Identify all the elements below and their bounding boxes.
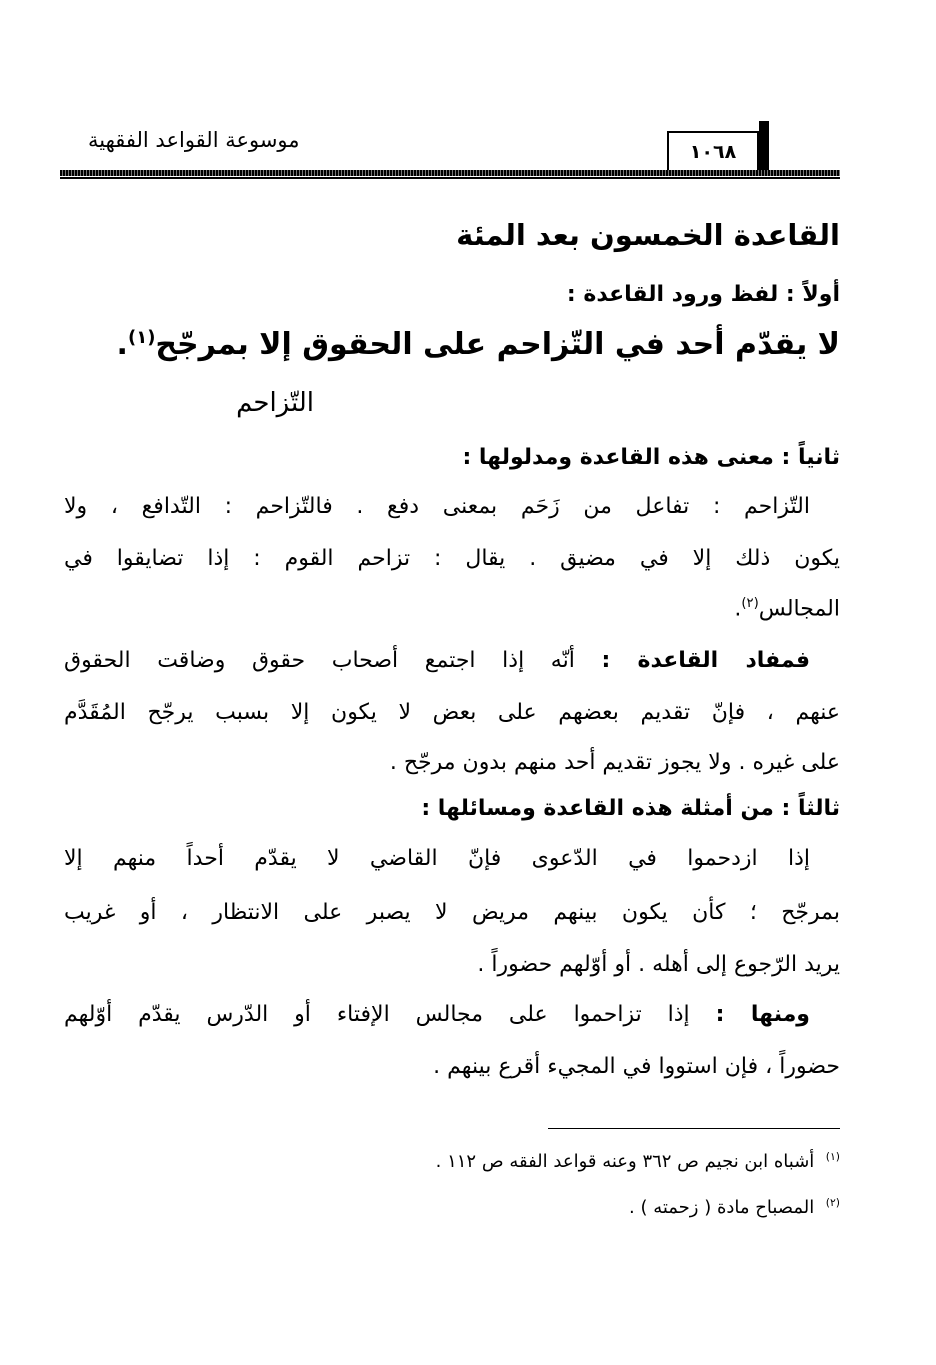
section3-p1-line1: إذا ازدحموا في الدّعوى فإنّ القاضي لا يقدّم أحداً منهم إلا — [64, 846, 810, 871]
footnote-2 — [629, 1196, 840, 1218]
rule-text-end: . — [116, 327, 128, 362]
section2-p2-line2: عنهم ، فإنّ تقديم بعضهم على بعض لا يكون إلا بسبب يرجّح المُقَدَّم — [64, 700, 840, 725]
footnote-ref-1[interactable]: (١) — [127, 327, 156, 348]
footnote-1-text: أشباه ابن نجيم ص ٣٦٢ وعنه قواعد الفقه ص ١١٢ . — [435, 1151, 815, 1172]
section2-p1-line3-text: المجالس — [758, 596, 840, 622]
section3-p2-line2: حضوراً ، فإن استووا في المجيء أقرع بينهم . — [433, 1054, 840, 1079]
footnote-2-mark: (٢) — [825, 1196, 840, 1209]
section3-p2-line1-text: إذا تزاحموا على مجالس الإفتاء أو الدّرس يقدّم أوّلهم — [64, 1002, 716, 1027]
section2-p2-line1 — [64, 648, 840, 673]
section2-heading: ثانياً : معنى هذه القاعدة ومدلولها : — [462, 445, 840, 470]
footnote-2-text: المصباح مادة ( زحمته ) . — [629, 1197, 815, 1218]
page-number-box-shadow — [759, 121, 769, 171]
section2-p2-lead: فمفاد القاعدة : — [601, 648, 811, 673]
section3-p2-lead: ومنها : — [715, 1002, 810, 1027]
term-heading: التّزاحم — [236, 388, 314, 418]
section2-p1-line3 — [64, 596, 840, 621]
footnote-1 — [436, 1150, 840, 1172]
page-number: ١٠٦٨ — [667, 131, 759, 171]
header-rule-pattern — [60, 170, 840, 176]
rule-title: القاعدة الخمسون بعد المئة — [456, 218, 840, 252]
footnote-1-mark: (١) — [825, 1150, 840, 1163]
section3-p1-line3: يريد الرّجوع إلى أهله . أو أوّلهم حضوراً . — [477, 952, 840, 977]
header-rule-thin — [60, 177, 840, 179]
section2-p1-end: . — [734, 596, 742, 622]
running-head-title: موسوعة القواعد الفقهية — [88, 128, 300, 152]
section1-heading: أولاً : لفظ ورود القاعدة : — [566, 282, 840, 307]
section3-heading: ثالثاً : من أمثلة هذه القاعدة ومسائلها : — [421, 796, 840, 821]
section2-p2-line1-text: أنّه إذا اجتمع أصحاب حقوق وضاقت الحقوق — [64, 648, 602, 673]
rule-text-line — [117, 327, 840, 362]
footnote-ref-2[interactable]: (٢) — [741, 596, 759, 611]
section3-p1-line2: بمرجّح ؛ كأن يكون بينهم مريض لا يصبر على الانتظار ، أو غريب — [64, 900, 840, 925]
section2-p1-line1: التّزاحم : تفاعل من زَحَم بمعنى دفع . فالتّزاحم : التّدافع ، ولا — [64, 494, 810, 519]
section2-p2-line3: على غيره . ولا يجوز تقديم أحد منهم بدون مرجّح . — [389, 750, 840, 775]
section3-p2-line1 — [64, 1002, 840, 1027]
section2-p1-line2: يكون ذلك إلا في مضيق . يقال : تزاحم القوم : إذا تضايقوا في — [64, 546, 840, 571]
rule-text: لا يقدّم أحد في التّزاحم على الحقوق إلا بمرجّح — [155, 327, 840, 362]
footnote-separator — [548, 1128, 840, 1129]
